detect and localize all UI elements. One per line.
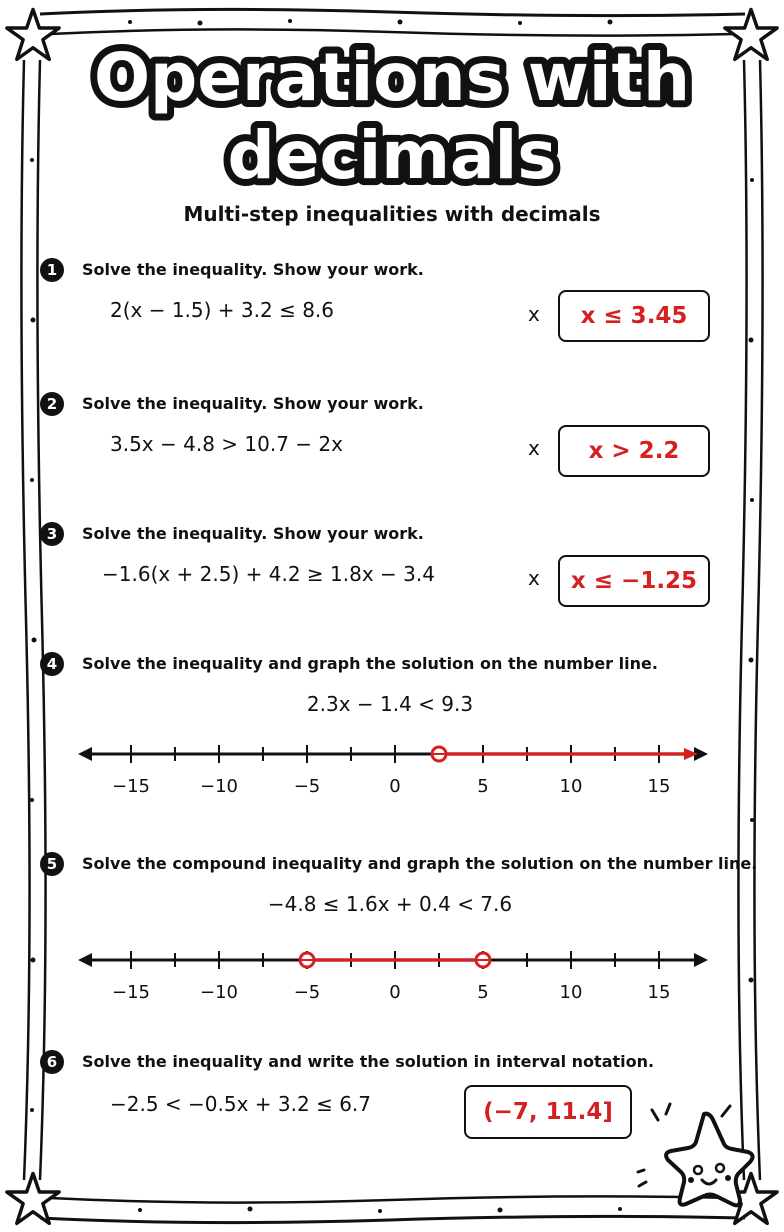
answer-box: x > 2.2 <box>558 425 710 477</box>
worksheet-subtitle: Multi-step inequalities with decimals <box>183 202 601 226</box>
tick-label: −10 <box>200 776 238 797</box>
title-line-1: Operations with <box>93 39 691 116</box>
problem-number: 6 <box>40 1050 64 1074</box>
problem-2 <box>40 392 740 482</box>
open-endpoint <box>432 747 446 761</box>
tick-label: −5 <box>293 776 321 797</box>
tick-label: 15 <box>647 776 671 797</box>
answer-box: x ≤ 3.45 <box>558 290 710 342</box>
page-title <box>0 28 784 198</box>
work-mark: x <box>528 302 540 326</box>
tick-label: −10 <box>200 982 238 1003</box>
tick-label: −5 <box>293 982 321 1003</box>
number-line <box>0 940 784 1010</box>
problem-expression: 2(x − 1.5) + 3.2 ≤ 8.6 <box>110 298 335 322</box>
answer-box: (−7, 11.4] <box>464 1085 632 1139</box>
smiling-star-icon <box>636 1100 756 1210</box>
problem-instruction: Solve the inequality. Show your work. <box>82 394 424 413</box>
answer-box: x ≤ −1.25 <box>558 555 710 607</box>
arrow-left-icon <box>78 953 92 967</box>
arrow-left-icon <box>78 747 92 761</box>
open-endpoint <box>300 953 314 967</box>
problem-expression: −4.8 ≤ 1.6x + 0.4 < 7.6 <box>267 892 513 916</box>
problem-1 <box>40 258 740 348</box>
problem-expression: 3.5x − 4.8 > 10.7 − 2x <box>110 432 343 456</box>
tick-label: −15 <box>112 776 150 797</box>
problem-instruction: Solve the compound inequality and graph the solution on the number line. <box>82 854 758 873</box>
open-endpoint <box>476 953 490 967</box>
problem-expression: 2.3x − 1.4 < 9.3 <box>306 692 474 716</box>
tick-label: 15 <box>647 982 671 1003</box>
problem-number: 1 <box>40 258 64 282</box>
problem-instruction: Solve the inequality. Show your work. <box>82 260 424 279</box>
work-mark: x <box>528 436 540 460</box>
tick-label: −15 <box>112 982 150 1003</box>
problem-number: 4 <box>40 652 64 676</box>
arrow-right-icon <box>694 953 708 967</box>
problem-5 <box>40 852 758 922</box>
problem-instruction: Solve the inequality and write the solution in interval notation. <box>82 1052 655 1071</box>
tick-label: 0 <box>389 776 401 797</box>
tick-label: 0 <box>389 982 401 1003</box>
problem-expression: −2.5 < −0.5x + 3.2 ≤ 6.7 <box>110 1092 371 1116</box>
problem-instruction: Solve the inequality. Show your work. <box>82 524 424 543</box>
problem-number: 2 <box>40 392 64 416</box>
problem-6 <box>40 1050 740 1140</box>
tick-label: 5 <box>477 982 489 1003</box>
tick-label: 10 <box>559 776 583 797</box>
problem-expression: −1.6(x + 2.5) + 4.2 ≥ 1.8x − 3.4 <box>102 562 435 586</box>
problem-3 <box>40 522 740 612</box>
problem-4 <box>40 652 740 722</box>
tick-label: 10 <box>559 982 583 1003</box>
work-mark: x <box>528 566 540 590</box>
number-line <box>0 734 784 804</box>
tick-label: 5 <box>477 776 489 797</box>
problem-number: 5 <box>40 852 64 876</box>
star-icon <box>4 1170 62 1228</box>
problem-instruction: Solve the inequality and graph the solution on the number line. <box>82 654 658 673</box>
problem-number: 3 <box>40 522 64 546</box>
title-line-2: decimals <box>227 117 557 194</box>
